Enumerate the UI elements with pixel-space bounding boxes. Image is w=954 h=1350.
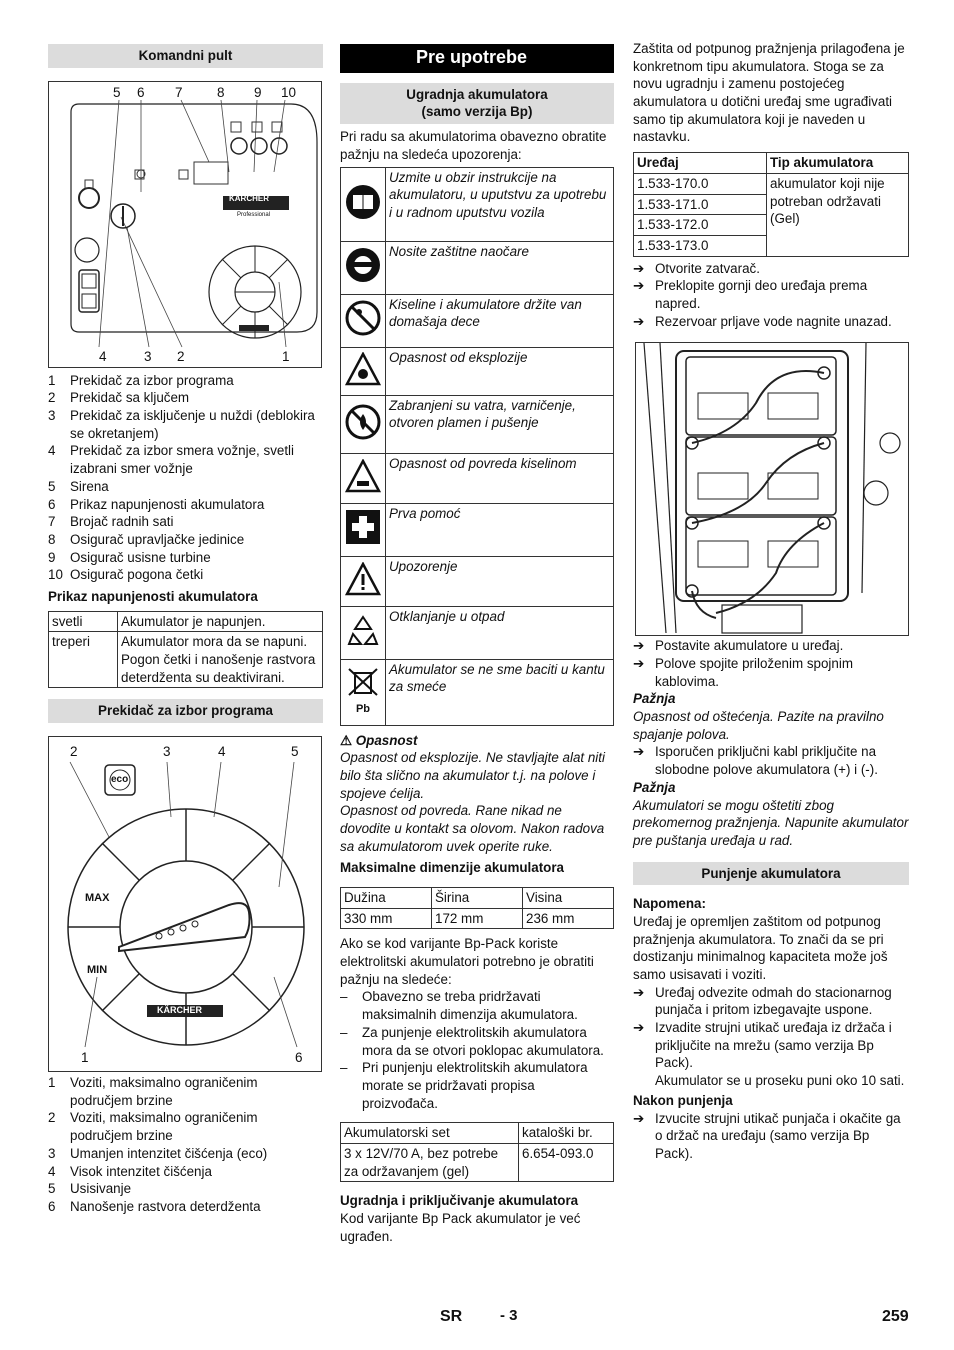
panel-label-10: 10 [281, 84, 297, 100]
warning-intro: Pri radu sa akumulatorima obavezno obratite pažnju na sledeća upozorenja: [340, 129, 607, 162]
acid-icon [341, 453, 386, 503]
list-item: 10 Osigurač pogona četki [48, 567, 204, 583]
list-item: ➔ Izvadite strujni utikač uređaja iz držača i priključite na mrežu (samo verzija Bp Pack). [633, 1020, 892, 1071]
panel-label-2: 2 [177, 348, 185, 364]
list-item: 7 Brojač radnih sati [48, 514, 174, 530]
note-title: Napomena: [633, 896, 706, 912]
panel-label-9: 9 [254, 84, 262, 100]
attention-text-2: Akumulatori se mogu oštetiti zbog prekomernog pražnjenja. Napunite akumulator pre puštanja uređaja u rad. [633, 797, 909, 848]
table-row: Otklanjanje u otpad [341, 606, 614, 659]
program-selector-heading: Prekidač za izbor programa [48, 699, 323, 723]
dial-brand-label: KÄRCHER [157, 1005, 202, 1016]
bp-pack-text: Ako se kod varijante Bp-Pack koriste elektrolitski akumulatori potrebno je obratiti pažnju na sledeće: [340, 936, 594, 987]
footer-local-page: - 3 [500, 1307, 518, 1324]
arrow-icon: ➔ [633, 260, 645, 276]
panel-label-3: 3 [144, 348, 152, 364]
list-item: 6 Prikaz napunjenosti akumulatora [48, 496, 265, 512]
list-item: ➔ Polove spojite priloženim spojnim kablovima. [633, 656, 853, 689]
list-item: ➔ Preklopite gornji deo uređaja prema napred. [633, 278, 868, 311]
right-column [633, 40, 909, 1163]
keep-children-away-icon [341, 294, 386, 347]
table-row: Pb Akumulator se ne sme baciti u kantu za smeće [341, 659, 614, 725]
table-row: 3 x 12V/70 A, bez potrebe za održavanjem (gel) 6.654-093.0 [341, 1143, 614, 1181]
dial-label-2: 2 [70, 744, 78, 760]
table-row: Opasnost od eksplozije [341, 347, 614, 395]
list-item: 9 Osigurač usisne turbine [48, 549, 211, 565]
list-item: ➔ Izvucite strujni utikač punjača i okačite ga o držač na uređaju (samo verzija Bp Pack). [633, 1110, 901, 1161]
dial-label-1: 1 [81, 1050, 89, 1066]
dial-max-label: MAX [85, 892, 110, 905]
panel-label-4: 4 [99, 348, 107, 364]
list-item: 1 Voziti, maksimalno ograničenim područjem brzine [48, 1075, 258, 1108]
footer-language: SR [440, 1308, 463, 1325]
list-item: 5 Usisivanje [48, 1181, 132, 1197]
panel-label-8: 8 [217, 84, 225, 100]
danger-icon: ⚠ [340, 732, 353, 748]
recycle-icon [341, 606, 386, 659]
list-item: – Pri punjenju elektrolitskih akumulatora morate se pridržavati propisa proizvođača. [340, 1060, 588, 1111]
panel-model-text: Professional [237, 211, 271, 218]
dims-table [340, 887, 614, 929]
control-panel-drawing [49, 82, 321, 367]
table-row: 1.533-173.0 [634, 235, 909, 256]
control-panel-figure [48, 81, 322, 368]
device-table [633, 152, 909, 256]
panel-brand-text: KÄRCHER [229, 193, 269, 203]
arrow-icon: ➔ [633, 744, 645, 760]
right-intro: Zaštita od potpunog pražnjenja prilagođena je konkretnom tipu akumulatora. Stoga se za novu ugradnju i zamenu postojećeg akumulatora u dotični uređaj sme ugrađivati samo tip akumulatora koji je naveden u nastavku. [633, 41, 905, 145]
dims-heading: Maksimalne dimenzije akumulatora [340, 860, 564, 876]
list-item: 6 Nanošenje rastvora deterdženta [48, 1198, 261, 1214]
section-heading: Pre upotrebe [340, 44, 614, 73]
dial-label-3: 3 [163, 744, 171, 760]
battery-install-heading: Ugradnja akumulatora (samo verzija Bp) [340, 83, 614, 124]
list-item: 4 Prekidač za izbor smera vožnje, svetli izabrani smer vožnje [48, 443, 295, 477]
note-text: Uređaj je opremljen zaštitom od potpunog pražnjenja akumulatora. To znači da se pri dostizanju minimalnog kapaciteta može još samo usisavati i voziti. [633, 913, 888, 982]
list-item: – Obavezno se treba pridržavati maksimalnih dimenzija akumulatora. [340, 989, 578, 1023]
charge-time: Akumulator se u proseku puni oko 10 sati. [655, 1073, 905, 1089]
footer-page-number: 259 [882, 1308, 909, 1325]
table-row: 1.533-171.0 [634, 194, 909, 215]
list-item: ➔ Isporučen priključni kabl priključite na slobodne polove akumulatora (+) i (-). [633, 744, 878, 778]
arrow-icon: ➔ [633, 313, 645, 329]
no-fire-icon [341, 395, 386, 453]
table-row: Uzmite u obzir instrukcije na akumulatoru, u uputstvu za upotrebu i u radnom uputstvu vozila [341, 167, 614, 241]
list-item: ➔ Otvorite zatvarač. [633, 260, 760, 276]
after-charging-heading: Nakon punjenja [633, 1092, 733, 1108]
dial-label-5: 5 [291, 744, 299, 760]
first-aid-icon [341, 503, 386, 556]
arrow-icon: ➔ [633, 638, 645, 654]
table-row: Akumulatorski set kataloški br. [341, 1123, 614, 1144]
table-row: Dužina Širina Visina [341, 888, 614, 909]
program-items-list [48, 1074, 323, 1216]
panel-label-5: 5 [113, 84, 121, 100]
table-row: Zabranjeni su vatra, varničenje, otvoren plamen i pušenje [341, 395, 614, 453]
table-row: 1.533-170.0 akumulator koji nije potreban održavati (Gel) [634, 173, 909, 194]
panel-label-6: 6 [137, 84, 145, 100]
arrow-icon: ➔ [633, 1110, 645, 1126]
danger-title: ⚠ Opasnost [340, 732, 418, 748]
battery-display-table [48, 611, 323, 689]
table-row: Nosite zaštitne naočare [341, 241, 614, 294]
list-item: ➔ Rezervoar prljave vode nagnite unazad. [633, 313, 892, 329]
list-item: 4 Visok intenzitet čišćenja [48, 1163, 212, 1179]
arrow-icon: ➔ [633, 278, 645, 294]
program-dial-figure [48, 736, 322, 1072]
table-row: Prva pomoć [341, 503, 614, 556]
dial-label-4: 4 [218, 744, 226, 760]
warning-table [340, 167, 614, 726]
danger-text-2: Opasnost od povreda. Rane nikad ne dovodite u kontakt sa olovom. Nakon radova sa akumulatorom uvek operite ruke. [340, 803, 605, 854]
panel-label-7: 7 [175, 84, 183, 100]
install-heading: Ugradnja i priključivanje akumulatora [340, 1193, 579, 1209]
danger-text-1: Opasnost od eksplozije. Ne stavljajte alat niti bilo šta slično na akumulator t.j. na polove i spojeve ćelija. [340, 750, 605, 801]
table-row: 330 mm 172 mm 236 mm [341, 908, 614, 929]
arrow-icon: ➔ [633, 656, 645, 671]
list-item: 1 Prekidač za izbor programa [48, 372, 234, 388]
list-item: – Za punjenje elektrolitskih akumulatora mora da se otvori poklopac akumulatora. [340, 1024, 604, 1058]
left-column [48, 44, 323, 1216]
arrow-icon: ➔ [633, 984, 645, 1000]
explosion-icon [341, 347, 386, 395]
table-row: 1.533-172.0 [634, 215, 909, 236]
arrow-icon: ➔ [633, 1020, 645, 1036]
list-item: 2 Prekidač sa ključem [48, 390, 190, 406]
list-item: ➔ Postavite akumulatore u uređaj. [633, 638, 844, 654]
manual-icon [341, 167, 386, 241]
install-text: Kod varijante Bp Pack akumulator je već ugrađen. [340, 1211, 581, 1244]
attention-text-1: Opasnost od oštećenja. Pazite na pravilno spajanje polova. [633, 709, 884, 742]
attention-title-1: Pažnja [633, 691, 676, 707]
list-item: 3 Prekidač za isključenje u nuždi (deblokira se okretanjem) [48, 408, 315, 441]
list-item: 5 Sirena [48, 478, 109, 494]
pb-label: Pb [355, 703, 371, 716]
dial-label-6: 6 [295, 1050, 303, 1066]
charging-heading: Punjenje akumulatora [633, 862, 909, 886]
table-row: Opasnost od povreda kiselinom [341, 453, 614, 503]
dial-eco-label: eco [111, 774, 129, 786]
control-panel-heading: Komandni pult [48, 44, 323, 68]
battery-set-table [340, 1122, 614, 1182]
table-row: svetli Akumulator je napunjen. [49, 611, 323, 632]
table-row: Uređaj Tip akumulatora [634, 153, 909, 174]
dial-min-label: MIN [87, 964, 108, 977]
list-item: 8 Osigurač upravljačke jedinice [48, 531, 245, 547]
list-item: ➔ Uređaj odvezite odmah do stacionarnog punjača i pritom izbegavajte uspone. [633, 984, 892, 1018]
list-item: 2 Voziti, maksimalno ograničenim područjem brzine [48, 1110, 258, 1144]
attention-title-2: Pažnja [633, 779, 676, 795]
table-row: treperi Akumulator mora da se napuni. Pogon četki i nanošenje rastvora deterdženta su deaktivirani. [49, 632, 323, 688]
no-bin-icon [341, 659, 386, 725]
list-item: 3 Umanjen intenzitet čišćenja (eco) [48, 1145, 268, 1161]
battery-compartment-figure [635, 342, 909, 636]
battery-compartment-drawing [636, 343, 908, 635]
table-row: Upozorenje [341, 556, 614, 606]
battery-display-heading: Prikaz napunjenosti akumulatora [48, 588, 258, 604]
middle-column [340, 44, 614, 1245]
panel-items-list [48, 372, 323, 584]
goggles-icon [341, 241, 386, 294]
table-row: Kiseline i akumulatore držite van domašaja dece [341, 294, 614, 347]
warning-icon [341, 556, 386, 606]
panel-label-1: 1 [282, 348, 290, 364]
